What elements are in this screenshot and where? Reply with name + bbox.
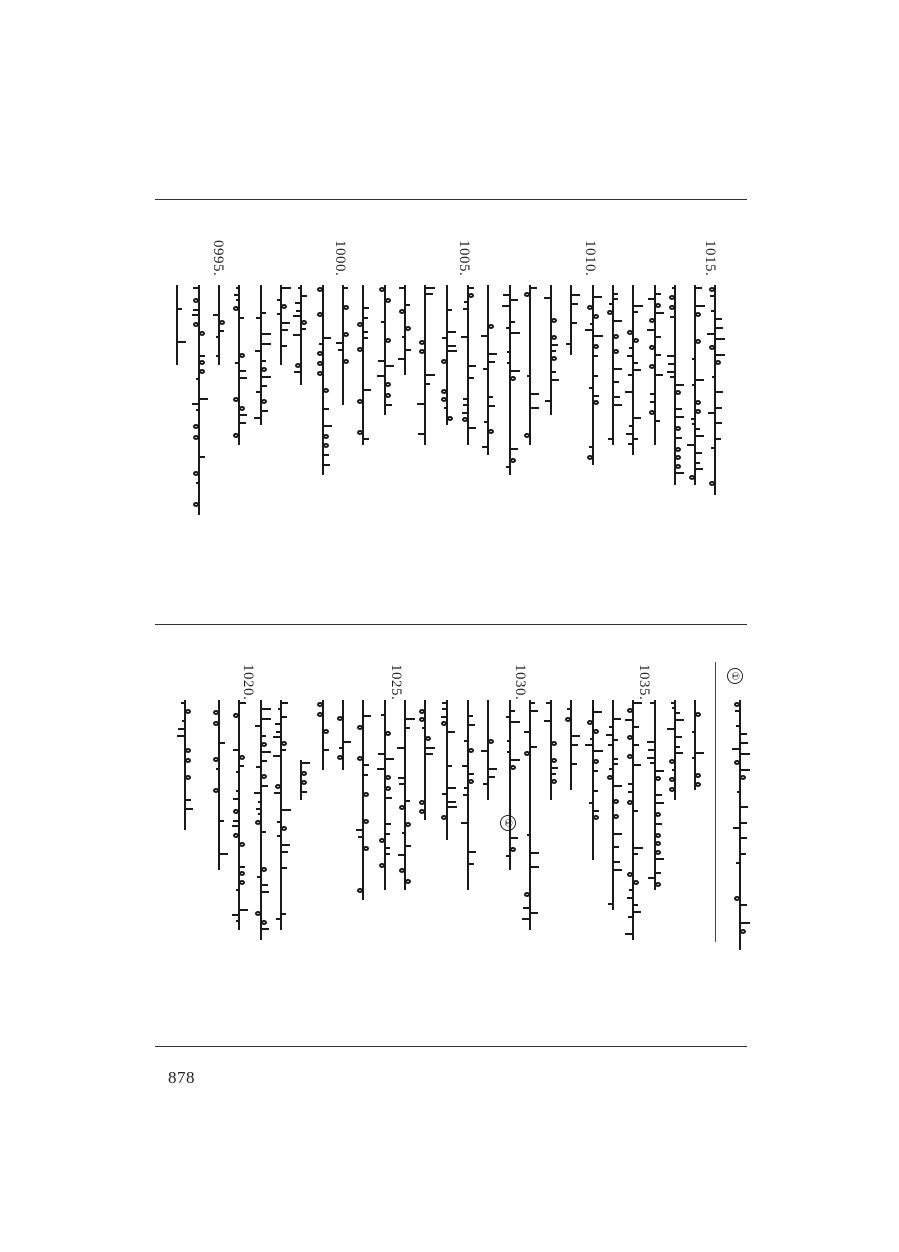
top-rule <box>155 199 747 200</box>
script-line <box>546 285 557 415</box>
script-line <box>214 700 225 870</box>
script-line <box>483 700 494 800</box>
line-number-1020: 1020. <box>240 664 256 701</box>
script-line <box>650 700 661 890</box>
script-line <box>588 285 599 465</box>
script-line <box>483 285 494 455</box>
line-number-1000: 1000. <box>332 240 348 277</box>
script-line <box>296 285 307 385</box>
script-line <box>172 285 183 365</box>
script-line <box>296 760 307 800</box>
script-line <box>690 285 701 485</box>
script-line <box>420 700 431 820</box>
middle-rule <box>155 624 747 625</box>
script-line <box>256 285 267 425</box>
script-line <box>420 285 431 445</box>
line-number-0995: 0995. <box>210 240 226 277</box>
footnote-divider <box>715 662 716 942</box>
script-line <box>628 285 639 455</box>
script-line <box>670 285 681 485</box>
script-line <box>608 700 619 910</box>
script-line <box>234 700 245 930</box>
script-line <box>276 285 287 365</box>
script-line <box>358 285 369 445</box>
line-number-1010: 1010. <box>582 240 598 277</box>
script-line <box>194 285 205 515</box>
page-number: 878 <box>168 1068 195 1087</box>
script-line <box>276 700 287 930</box>
script-line <box>525 700 536 930</box>
script-line <box>690 700 701 790</box>
line-number-1025: 1025. <box>388 664 404 701</box>
script-line <box>650 285 661 445</box>
inline-note-marker: ① <box>500 815 516 831</box>
script-line <box>234 285 245 445</box>
bottom-rule <box>155 1046 747 1047</box>
script-line <box>463 285 474 445</box>
script-line <box>358 700 369 900</box>
line-number-1015: 1015. <box>702 240 718 277</box>
script-line <box>463 700 474 890</box>
script-line <box>214 285 225 365</box>
script-line <box>256 700 267 940</box>
script-line <box>735 700 746 950</box>
script-line <box>608 285 619 445</box>
script-line <box>525 285 536 445</box>
script-line <box>380 700 391 890</box>
script-line <box>710 285 721 495</box>
script-line <box>318 700 329 770</box>
script-line <box>318 285 329 475</box>
script-line <box>442 285 453 425</box>
script-line <box>442 700 453 840</box>
footnote-marker: ① <box>727 668 743 684</box>
script-line <box>566 700 577 790</box>
script-line <box>400 285 411 375</box>
script-line <box>505 285 516 475</box>
line-number-1005: 1005. <box>456 240 472 277</box>
script-line <box>380 285 391 415</box>
script-line <box>400 700 411 890</box>
script-line <box>338 700 349 770</box>
script-line <box>588 700 599 860</box>
script-line <box>180 700 191 830</box>
script-line <box>546 700 557 800</box>
line-number-1035: 1035. <box>636 664 652 701</box>
script-line <box>670 700 681 800</box>
script-line <box>338 285 349 405</box>
line-number-1030: 1030. <box>512 664 528 701</box>
script-line <box>628 700 639 940</box>
script-line <box>505 700 516 870</box>
script-line <box>566 285 577 355</box>
